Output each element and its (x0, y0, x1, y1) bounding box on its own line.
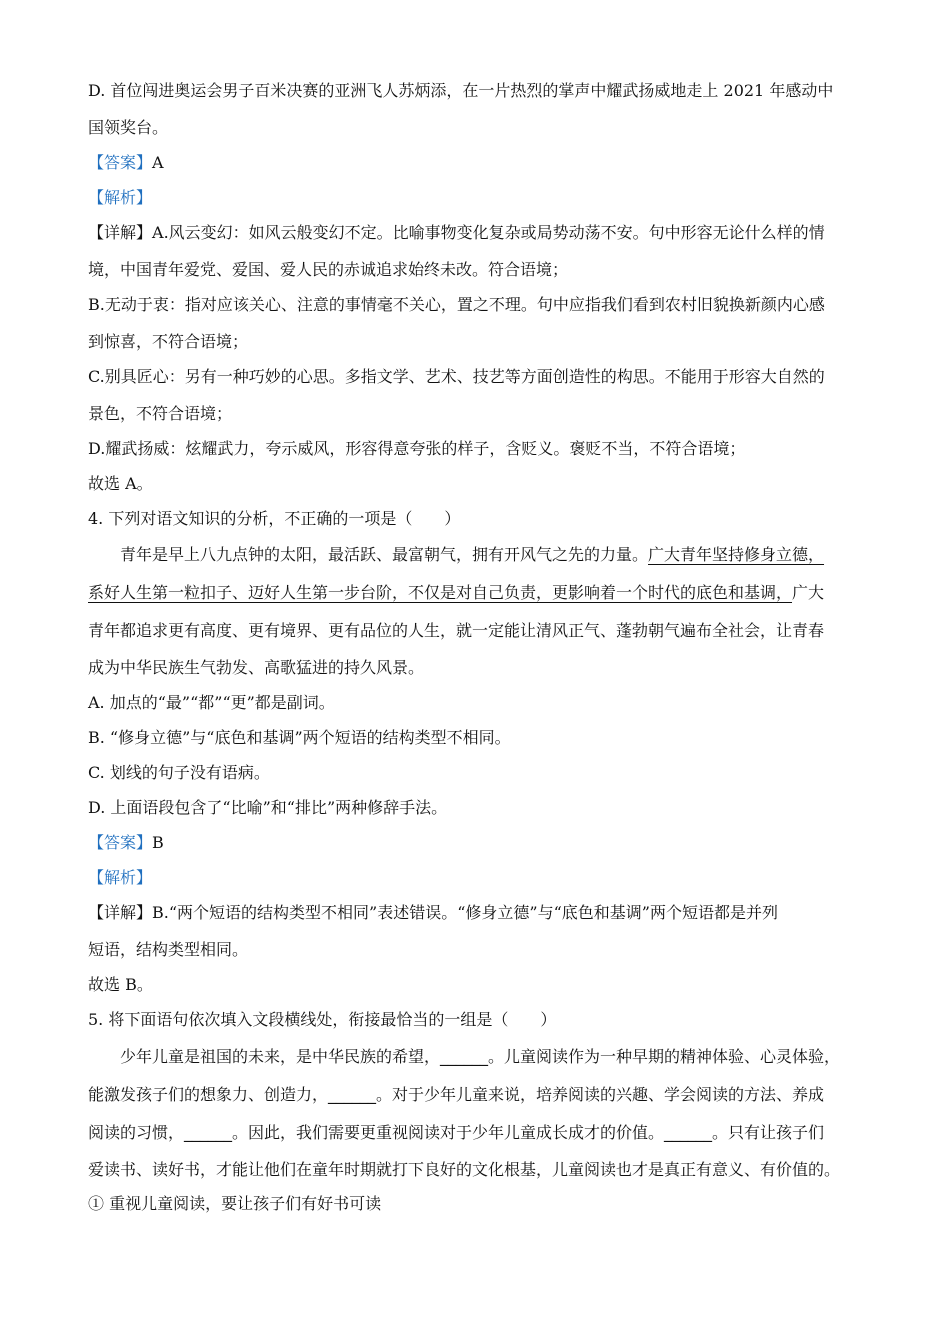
q4-option-d: D. 上面语段包含了“比喻”和“排比”两种修辞手法。 (88, 798, 448, 817)
q4-passage-line-1 (120, 544, 824, 566)
answer-tag: 【答案】 (88, 833, 153, 852)
q5-passage-line-1: 少年儿童是祖国的未来，是中华民族的希望，______。儿童阅读作为一种早期的精神体验、心灵体验， (120, 1047, 841, 1066)
passage-text: 广大 (792, 583, 825, 602)
q5-passage-line-3: 阅读的习惯，______。因此，我们需要更重视阅读对于少年儿童成长成才的价值。______。只有让孩子们 (88, 1123, 825, 1142)
q4-detail-2: 短语，结构类型相同。 (88, 940, 249, 959)
answer-value: B (152, 833, 164, 852)
q4-passage-line-3: 青年都追求更有高度、更有境界、更有品位的人生，就一定能让清风正气、蓬勃朝气遍布全社会，让青春 (88, 621, 825, 640)
q4-option-b: B. “修身立德”与“底色和基调”两个短语的结构类型不相同。 (88, 728, 511, 747)
q3-detail-1 (88, 222, 825, 244)
q3-detail-5: C.别具匠心：另有一种巧妙的心思。多指文学、艺术、技艺等方面创造性的构思。不能用于形容大自然的 (88, 367, 825, 386)
detail-tag: 【详解】 (88, 903, 153, 922)
q4-passage-line-4: 成为中华民族生气勃发、高歌猛进的持久风景。 (88, 658, 425, 677)
q4-analysis-tag: 【解析】 (88, 868, 153, 887)
answer-tag: 【答案】 (88, 153, 153, 172)
q4-answer (88, 832, 164, 854)
q5-passage-line-2: 能激发孩子们的想象力、创造力，______。对于少年儿童来说，培养阅读的兴趣、学会阅读的方法、养成 (88, 1085, 825, 1104)
q4-option-a: A. 加点的“最”“都”“更”都是副词。 (88, 693, 335, 712)
q4-passage-line-2 (88, 582, 824, 604)
q4-detail-1 (88, 902, 778, 924)
q3-detail-6: 景色，不符合语境； (88, 404, 233, 423)
detail-tag: 【详解】 (88, 223, 153, 242)
q4-choose: 故选 B。 (88, 975, 153, 994)
q5-stem: 5. 将下面语句依次填入文段横线处，衔接最恰当的一组是（ ） (88, 1010, 557, 1029)
q3-option-d-cont: 国领奖台。 (88, 118, 169, 137)
q3-detail-7: D.耀武扬威：炫耀武力，夸示威风，形容得意夸张的样子，含贬义。褒贬不当，不符合语境； (88, 439, 746, 458)
q5-item-1: ① 重视儿童阅读，要让孩子们有好书可读 (88, 1194, 382, 1213)
q4-option-c: C. 划线的句子没有语病。 (88, 763, 270, 782)
underlined-text: 广大青年坚持修身立德， (648, 545, 825, 564)
q3-answer (88, 152, 164, 174)
q3-detail-3: B.无动于衷：指对应该关心、注意的事情毫不关心，置之不理。句中应指我们看到农村旧貌换新颜内心感 (88, 295, 825, 314)
detail-text: A.风云变幻：如风云般变幻不定。比喻事物变化复杂或局势动荡不安。句中形容无论什么样的情 (152, 223, 825, 242)
q5-passage-line-4: 爱读书、读好书，才能让他们在童年时期就打下良好的文化根基，儿童阅读也才是真正有意义、有价值的。 (88, 1160, 841, 1179)
q4-stem: 4. 下列对语文知识的分析，不正确的一项是（ ） (88, 509, 461, 528)
q3-option-d: D. 首位闯进奥运会男子百米决赛的亚洲飞人苏炳添，在一片热烈的掌声中耀武扬威地走上 2021 年感动中 (88, 81, 834, 100)
q3-analysis-tag: 【解析】 (88, 188, 153, 207)
q3-detail-2: 境，中国青年爱党、爱国、爱人民的赤诚追求始终未改。符合语境； (88, 260, 569, 279)
q3-detail-4: 到惊喜，不符合语境； (88, 332, 249, 351)
q3-choose: 故选 A。 (88, 474, 153, 493)
detail-text: B.“两个短语的结构类型不相同”表述错误。“修身立德”与“底色和基调”两个短语都是并列 (152, 903, 778, 922)
answer-value: A (152, 153, 164, 172)
passage-text: 青年是早上八九点钟的太阳，最活跃、最富朝气，拥有开风气之先的力量。 (120, 545, 649, 564)
underlined-text: 系好人生第一粒扣子、迈好人生第一步台阶，不仅是对自己负责，更影响着一个时代的底色和基调， (88, 583, 793, 602)
